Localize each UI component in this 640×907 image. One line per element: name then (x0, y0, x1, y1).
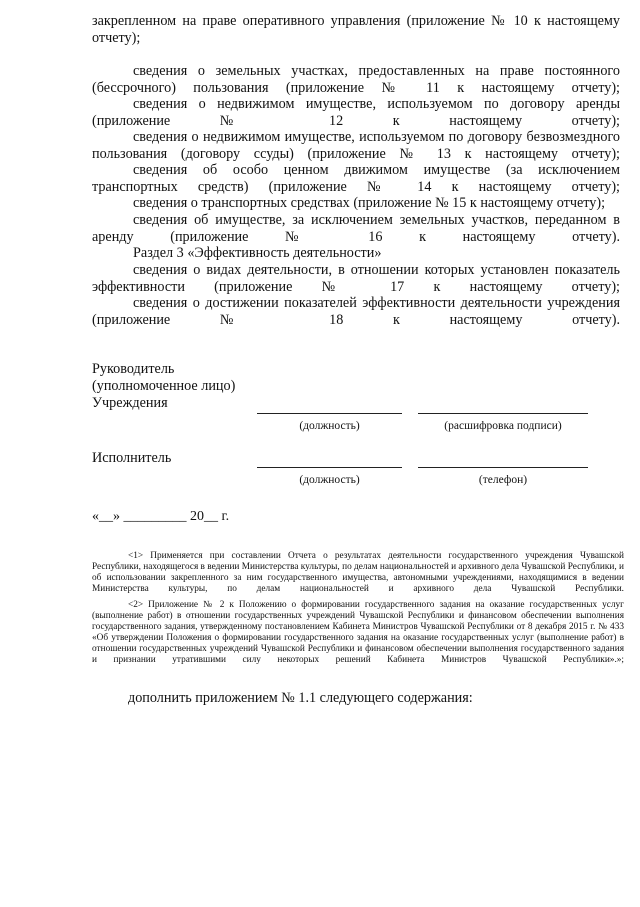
list-item-free-use-property: сведения о недвижимом имуществе, используемом по договору безвозмездного пользования (договору ссуды) (приложение № 13 к настоящему отчету); (92, 129, 620, 162)
executor-position-caption: (должность) (299, 474, 360, 486)
list-item-leased-out-property: сведения об имуществе, за исключением земельных участков, переданном в аренду (приложение № 16 к настоящему отчету). (92, 212, 620, 245)
list-item-activity-types: сведения о видах деятельности, в отношении которых установлен показатель эффективности (приложение № 17 к настоящему отчету); (92, 262, 620, 295)
list-item-vehicles: сведения о транспортных средствах (приложение № 15 к настоящему отчету); (133, 195, 606, 211)
amendment-text: дополнить приложением № 1.1 следующего содержания: (128, 690, 473, 706)
executor-label: Исполнитель (92, 450, 172, 466)
section-3-heading: Раздел 3 «Эффективность деятельности» (133, 245, 382, 261)
signature-decoding-line (418, 413, 588, 414)
list-item-performance-indicators: сведения о достижении показателей эффективности деятельности учреждения (приложение № 18 к настоящему отчету). (92, 295, 620, 328)
head-label: Руководитель (92, 361, 175, 377)
list-item-leased-property: сведения о недвижимом имуществе, используемом по договору аренды (приложение № 12 к настоящему отчету); (92, 96, 620, 129)
executor-phone-line (418, 467, 588, 468)
footnote-2: <2> Приложение № 2 к Положению о формировании государственного задания на оказание государственных услуг (выполнение работ) в отношении государственных учреждений Чувашской Республики и финансовом обеспечении выполнения государственного задания, утвержденному постановлением Кабинета Министров Чувашской Республики от 8 декабря 2015 г. № 433 «Об утверждении Положения о формировании государственного задания на оказание государственных услуг (выполнение работ) в отношении государственных учреждений Чувашской Республики и финансовом обеспечении выполнения государственного задания и признании утратившими силу некоторых решений Кабинета Министров Чувашской Республики».»; (92, 600, 624, 665)
position-caption: (должность) (299, 420, 360, 432)
executor-position-line (257, 467, 402, 468)
footnote-1: <1> Применяется при составлении Отчета о результатах деятельности государственного учреждения Чувашской Республики, находящегося в ведении Министерства культуры, по делам национальностей и архивного дела Чувашской Республики, и об использовании закрепленного за ним государственного имущества, автономными учреждениями, находящимися в ведении Министерства культуры, по делам национальностей и архивного дела Чувашской Республики. (92, 551, 624, 594)
list-item-land-plots: сведения о земельных участках, предоставленных на праве постоянного (бессрочного) пользования (приложение № 11 к настоящему отчету); (92, 63, 620, 96)
executor-phone-caption: (телефон) (478, 474, 528, 486)
date-line: «__» _________ 20__ г. (92, 509, 230, 524)
position-signature-line (257, 413, 402, 414)
list-item-operational-management: закрепленном на праве оперативного управления (приложение № 10 к настоящему отчету); (92, 13, 620, 46)
signature-decoding-caption: (расшифровка подписи) (444, 420, 562, 432)
list-item-valuable-movable-property: сведения об особо ценном движимом имуществе (за исключением транспортных средств) (приложение № 14 к настоящему отчету); (92, 162, 620, 195)
authorized-person-label: (уполномоченное лицо) (92, 378, 236, 394)
institution-label: Учреждения (92, 395, 168, 411)
